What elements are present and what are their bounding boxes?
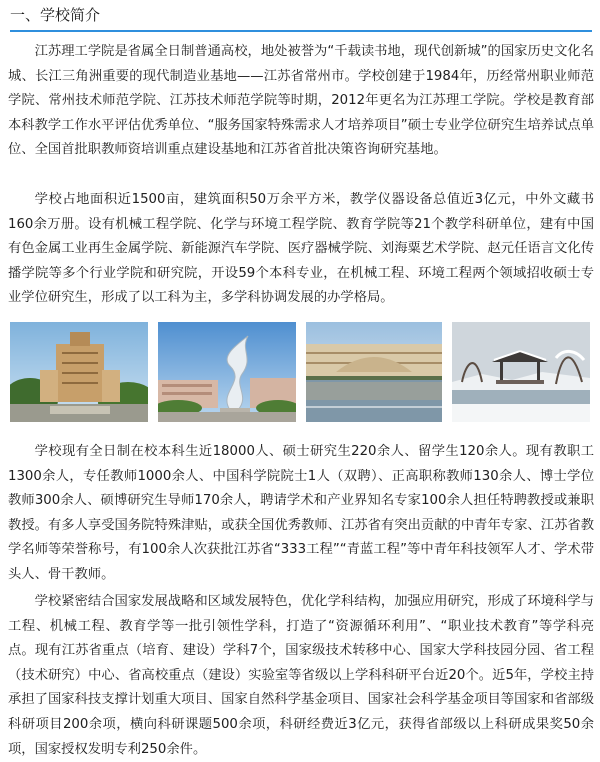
- campus-sculpture-photo: [158, 322, 296, 422]
- section-divider: [10, 30, 592, 32]
- intro-paragraph-2: 学校占地面积近1500亩，建筑面积50万余平方米，教学仪器设备总值近3亿元，中外文藏书160余万册。设有机械工程学院、化学与环境工程学院、教育学院等21个教学科研单位，建有中国有色金属工业再生金属学院、新能源汽车学院、医疗器械学院、刘海粟艺术学院、赵元任语言文化传播学院等多个行业学院和研究院，开设59个本科专业，在机械工程、环境工程两个领域招收硕士专业学位研究生，形成了以工科为主，多学科协调发展的办学格局。: [8, 192, 594, 306]
- campus-lake-photo: [306, 322, 442, 422]
- section-heading: 一、学校简介: [10, 6, 101, 24]
- photo-strip: [10, 322, 590, 422]
- intro-paragraph-3: 学校现有全日制在校本科生近18000人、硕士研究生220余人、留学生120余人。现有教职工1300余人，专任教师1000余人、中国科学院院士1人（双聘）、正高职称教师130余人、博士学位教师300余人、硕博研究生导师170余人，聘请学术和产业界知名专家100余人担任特聘教授或兼职教授。有多人享受国务院特殊津贴，或获全国优秀教师、江苏省有突出贡献的中青年专家、江苏省教学名师等荣誉称号，有100余人次获批江苏省“333工程”“青蓝工程”等中青年科技领军人才、学术带头人、骨干教师。: [8, 444, 594, 582]
- intro-paragraph-4: 学校紧密结合国家发展战略和区域发展特色，优化学科结构，加强应用研究，形成了环境科学与工程、机械工程、教育学等一批引领性学科，打造了“资源循环利用”、“职业技术教育”等学科亮点。现有江苏省重点（培育、建设）学科7个，国家级技术转移中心、国家大学科技园分园、省工程（技术研究）中心、省高校重点（建设）实验室等省级以上学科科研平台近20个。近5年，学校主持承担了国家科技支撑计划重大项目、国家自然科学基金项目、国家社会科学基金项目等国家和省部级科研项目200余项，横向科研课题500余项，科研经费近3亿元，获得省部级以上科研成果奖50余项，国家授权发明专利250余件。: [8, 594, 594, 757]
- campus-building-photo: [10, 322, 148, 422]
- snow-pavilion-photo: [452, 322, 590, 422]
- intro-paragraph-1: 江苏理工学院是省属全日制普通高校，地处被誉为“千载读书地，现代创新城”的国家历史文化名城、长江三角洲重要的现代制造业基地——江苏省常州市。学校创建于1984年，历经常州职业师范学院、常州技术师范学院、江苏技术师范学院等时期，2012年更名为江苏理工学院。学校是教育部本科教学工作水平评估优秀单位、“服务国家特殊需求人才培养项目”硕士专业学位研究生培养试点单位、全国首批职教师资培训重点建设基地和江苏省首批决策咨询研究基地。: [8, 44, 594, 158]
